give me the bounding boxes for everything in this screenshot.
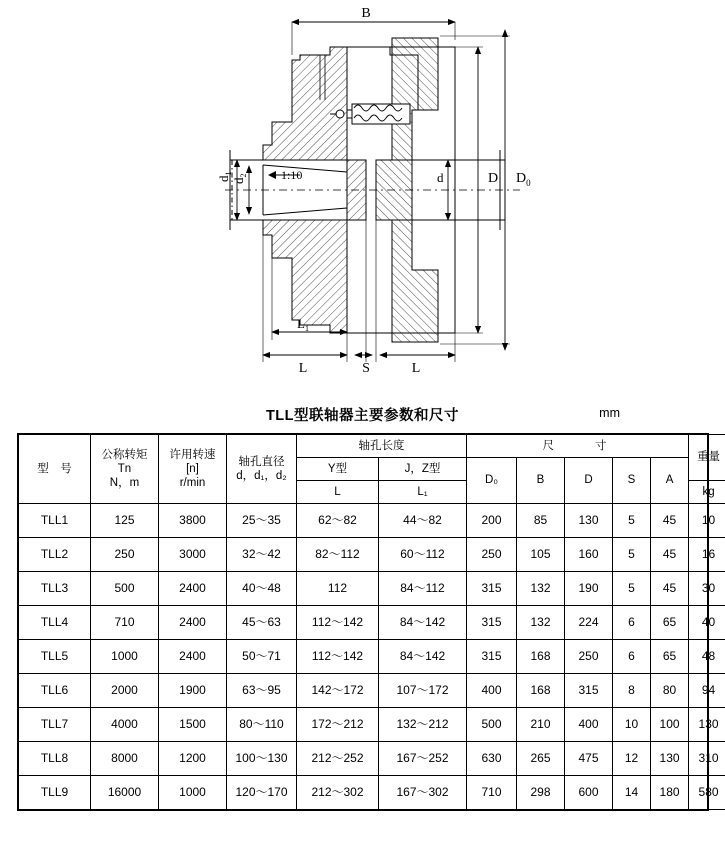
cell-D0: 500 [467, 708, 517, 742]
header-S: S [613, 458, 651, 504]
cell-D: 400 [565, 708, 613, 742]
cell-B: 210 [517, 708, 565, 742]
cell-B: 298 [517, 776, 565, 810]
header-type-y: Y型 [297, 458, 379, 481]
cell-model: TLL1 [19, 504, 91, 538]
cell-bore: 63～95 [227, 674, 297, 708]
header-D: D [565, 458, 613, 504]
cell-A: 180 [651, 776, 689, 810]
cell-D0: 400 [467, 674, 517, 708]
cell-speed: 3800 [159, 504, 227, 538]
cell-model: TLL2 [19, 538, 91, 572]
cell-D0: 315 [467, 572, 517, 606]
dim-label-S: S [362, 361, 370, 376]
cell-L1: 84～112 [379, 572, 467, 606]
cell-L1: 167～302 [379, 776, 467, 810]
cell-L1: 132～212 [379, 708, 467, 742]
cell-D: 130 [565, 504, 613, 538]
table-row [19, 708, 725, 742]
cell-bore: 25～35 [227, 504, 297, 538]
cell-D: 315 [565, 674, 613, 708]
cell-weight: 30 [689, 572, 725, 606]
header-weight: 重量 [689, 435, 725, 481]
cell-A: 65 [651, 640, 689, 674]
table-row [19, 572, 725, 606]
table-title: TLL型联轴器主要参数和尺寸 [265, 408, 460, 424]
dim-label-D0: $D_0$ [516, 171, 531, 188]
header-speed-l1: 许用转速 [169, 448, 216, 461]
cell-A: 45 [651, 572, 689, 606]
header-torque [91, 435, 159, 504]
cell-L1: 44～82 [379, 504, 467, 538]
cell-bore: 80～110 [227, 708, 297, 742]
cell-weight: 310 [689, 742, 725, 776]
cell-B: 265 [517, 742, 565, 776]
header-weight-unit: kg [689, 481, 725, 504]
header-row-1 [19, 435, 725, 458]
cell-A: 45 [651, 504, 689, 538]
cell-L: 212～302 [297, 776, 379, 810]
cell-B: 132 [517, 606, 565, 640]
cell-speed: 1200 [159, 742, 227, 776]
cell-model: TLL5 [19, 640, 91, 674]
dim-label-B: B [361, 6, 371, 21]
cell-L: 212～252 [297, 742, 379, 776]
cell-S: 8 [613, 674, 651, 708]
cell-bore: 100～130 [227, 742, 297, 776]
cell-torque: 4000 [91, 708, 159, 742]
header-torque-l2: Tn [117, 462, 132, 475]
cell-D0: 710 [467, 776, 517, 810]
cell-L: 62～82 [297, 504, 379, 538]
cell-torque: 2000 [91, 674, 159, 708]
cell-speed: 2400 [159, 640, 227, 674]
cell-L1: 84～142 [379, 606, 467, 640]
header-len-L1: L₁ [379, 481, 467, 504]
table-row [19, 640, 725, 674]
table-row [19, 776, 725, 810]
cell-L1: 167～252 [379, 742, 467, 776]
header-speed-l3: r/min [179, 477, 206, 489]
table-header [19, 435, 725, 504]
cell-D: 475 [565, 742, 613, 776]
cell-L1: 60～112 [379, 538, 467, 572]
cell-L: 112～142 [297, 640, 379, 674]
cell-bore: 50～71 [227, 640, 297, 674]
dim-label-d2: $d_2$ [231, 173, 248, 184]
cell-A: 130 [651, 742, 689, 776]
cell-S: 6 [613, 640, 651, 674]
cell-D: 250 [565, 640, 613, 674]
table-row [19, 606, 725, 640]
cell-B: 105 [517, 538, 565, 572]
dim-label-L-left: L [298, 361, 308, 376]
cell-A: 100 [651, 708, 689, 742]
cell-torque: 125 [91, 504, 159, 538]
cell-L1: 84～142 [379, 640, 467, 674]
cell-D: 190 [565, 572, 613, 606]
cell-bore: 120～170 [227, 776, 297, 810]
cell-D: 160 [565, 538, 613, 572]
cell-weight: 16 [689, 538, 725, 572]
cell-B: 132 [517, 572, 565, 606]
cell-model: TLL9 [19, 776, 91, 810]
header-A: A [651, 458, 689, 504]
cell-bore: 45～63 [227, 606, 297, 640]
header-len-L: L [297, 481, 379, 504]
cell-torque: 710 [91, 606, 159, 640]
header-speed [159, 435, 227, 504]
cell-L: 172～212 [297, 708, 379, 742]
dim-label-D: D [488, 171, 499, 186]
coupling-technical-drawing [0, 0, 725, 395]
cell-S: 5 [613, 538, 651, 572]
cell-speed: 2400 [159, 572, 227, 606]
cell-A: 65 [651, 606, 689, 640]
cell-B: 85 [517, 504, 565, 538]
header-B: B [517, 458, 565, 504]
cell-L: 82～112 [297, 538, 379, 572]
cell-weight: 580 [689, 776, 725, 810]
cell-torque: 250 [91, 538, 159, 572]
unit-label: mm [599, 406, 620, 420]
cell-S: 12 [613, 742, 651, 776]
cell-torque: 1000 [91, 640, 159, 674]
table-row [19, 538, 725, 572]
taper-label: 1:10 [281, 168, 303, 182]
cell-bore: 40～48 [227, 572, 297, 606]
table-body [19, 504, 725, 810]
dim-label-d1: $d_1$ [216, 171, 233, 182]
cell-bore: 32～42 [227, 538, 297, 572]
header-bore [227, 435, 297, 504]
coupling-spec-table [18, 434, 725, 810]
dim-label-L1: $L_1$ [297, 316, 309, 333]
cell-L: 112 [297, 572, 379, 606]
cell-model: TLL8 [19, 742, 91, 776]
header-model: 型 号 [19, 435, 91, 504]
cell-speed: 1000 [159, 776, 227, 810]
cell-torque: 500 [91, 572, 159, 606]
spec-table-container [18, 434, 721, 810]
cell-D0: 250 [467, 538, 517, 572]
cell-model: TLL3 [19, 572, 91, 606]
cell-A: 80 [651, 674, 689, 708]
cell-weight: 48 [689, 640, 725, 674]
cell-L1: 107～172 [379, 674, 467, 708]
cell-speed: 2400 [159, 606, 227, 640]
cell-weight: 130 [689, 708, 725, 742]
cell-D: 224 [565, 606, 613, 640]
cell-torque: 16000 [91, 776, 159, 810]
dim-label-L-right: L [411, 361, 421, 376]
cell-D: 600 [565, 776, 613, 810]
cell-weight: 10 [689, 504, 725, 538]
cell-weight: 94 [689, 674, 725, 708]
header-torque-l1: 公称转矩 [101, 448, 148, 461]
cell-D0: 630 [467, 742, 517, 776]
table-caption [0, 404, 725, 428]
cell-model: TLL4 [19, 606, 91, 640]
cell-torque: 8000 [91, 742, 159, 776]
cell-L: 142～172 [297, 674, 379, 708]
header-bore-l2: d，d₁，d₂ [236, 470, 287, 482]
cell-S: 14 [613, 776, 651, 810]
cell-D0: 315 [467, 606, 517, 640]
header-bore-length-group: 轴孔长度 [297, 435, 467, 458]
header-speed-l2: [n] [186, 462, 199, 475]
cell-B: 168 [517, 640, 565, 674]
header-torque-l3: N，m [109, 477, 140, 489]
cell-A: 45 [651, 538, 689, 572]
table-row [19, 504, 725, 538]
header-D0: D₀ [467, 458, 517, 504]
cell-D0: 315 [467, 640, 517, 674]
header-dims-group: 尺 寸 [467, 435, 689, 458]
dim-label-d: d [437, 170, 444, 185]
cell-speed: 1900 [159, 674, 227, 708]
cell-B: 168 [517, 674, 565, 708]
cell-model: TLL7 [19, 708, 91, 742]
table-row [19, 674, 725, 708]
header-type-jz: J，Z型 [379, 458, 467, 481]
cell-S: 6 [613, 606, 651, 640]
cell-speed: 1500 [159, 708, 227, 742]
cell-S: 5 [613, 572, 651, 606]
header-bore-l1: 轴孔直径 [238, 455, 285, 468]
cell-S: 10 [613, 708, 651, 742]
table-row [19, 742, 725, 776]
cell-D0: 200 [467, 504, 517, 538]
cell-speed: 3000 [159, 538, 227, 572]
cell-model: TLL6 [19, 674, 91, 708]
cell-L: 112～142 [297, 606, 379, 640]
cell-S: 5 [613, 504, 651, 538]
cell-weight: 40 [689, 606, 725, 640]
